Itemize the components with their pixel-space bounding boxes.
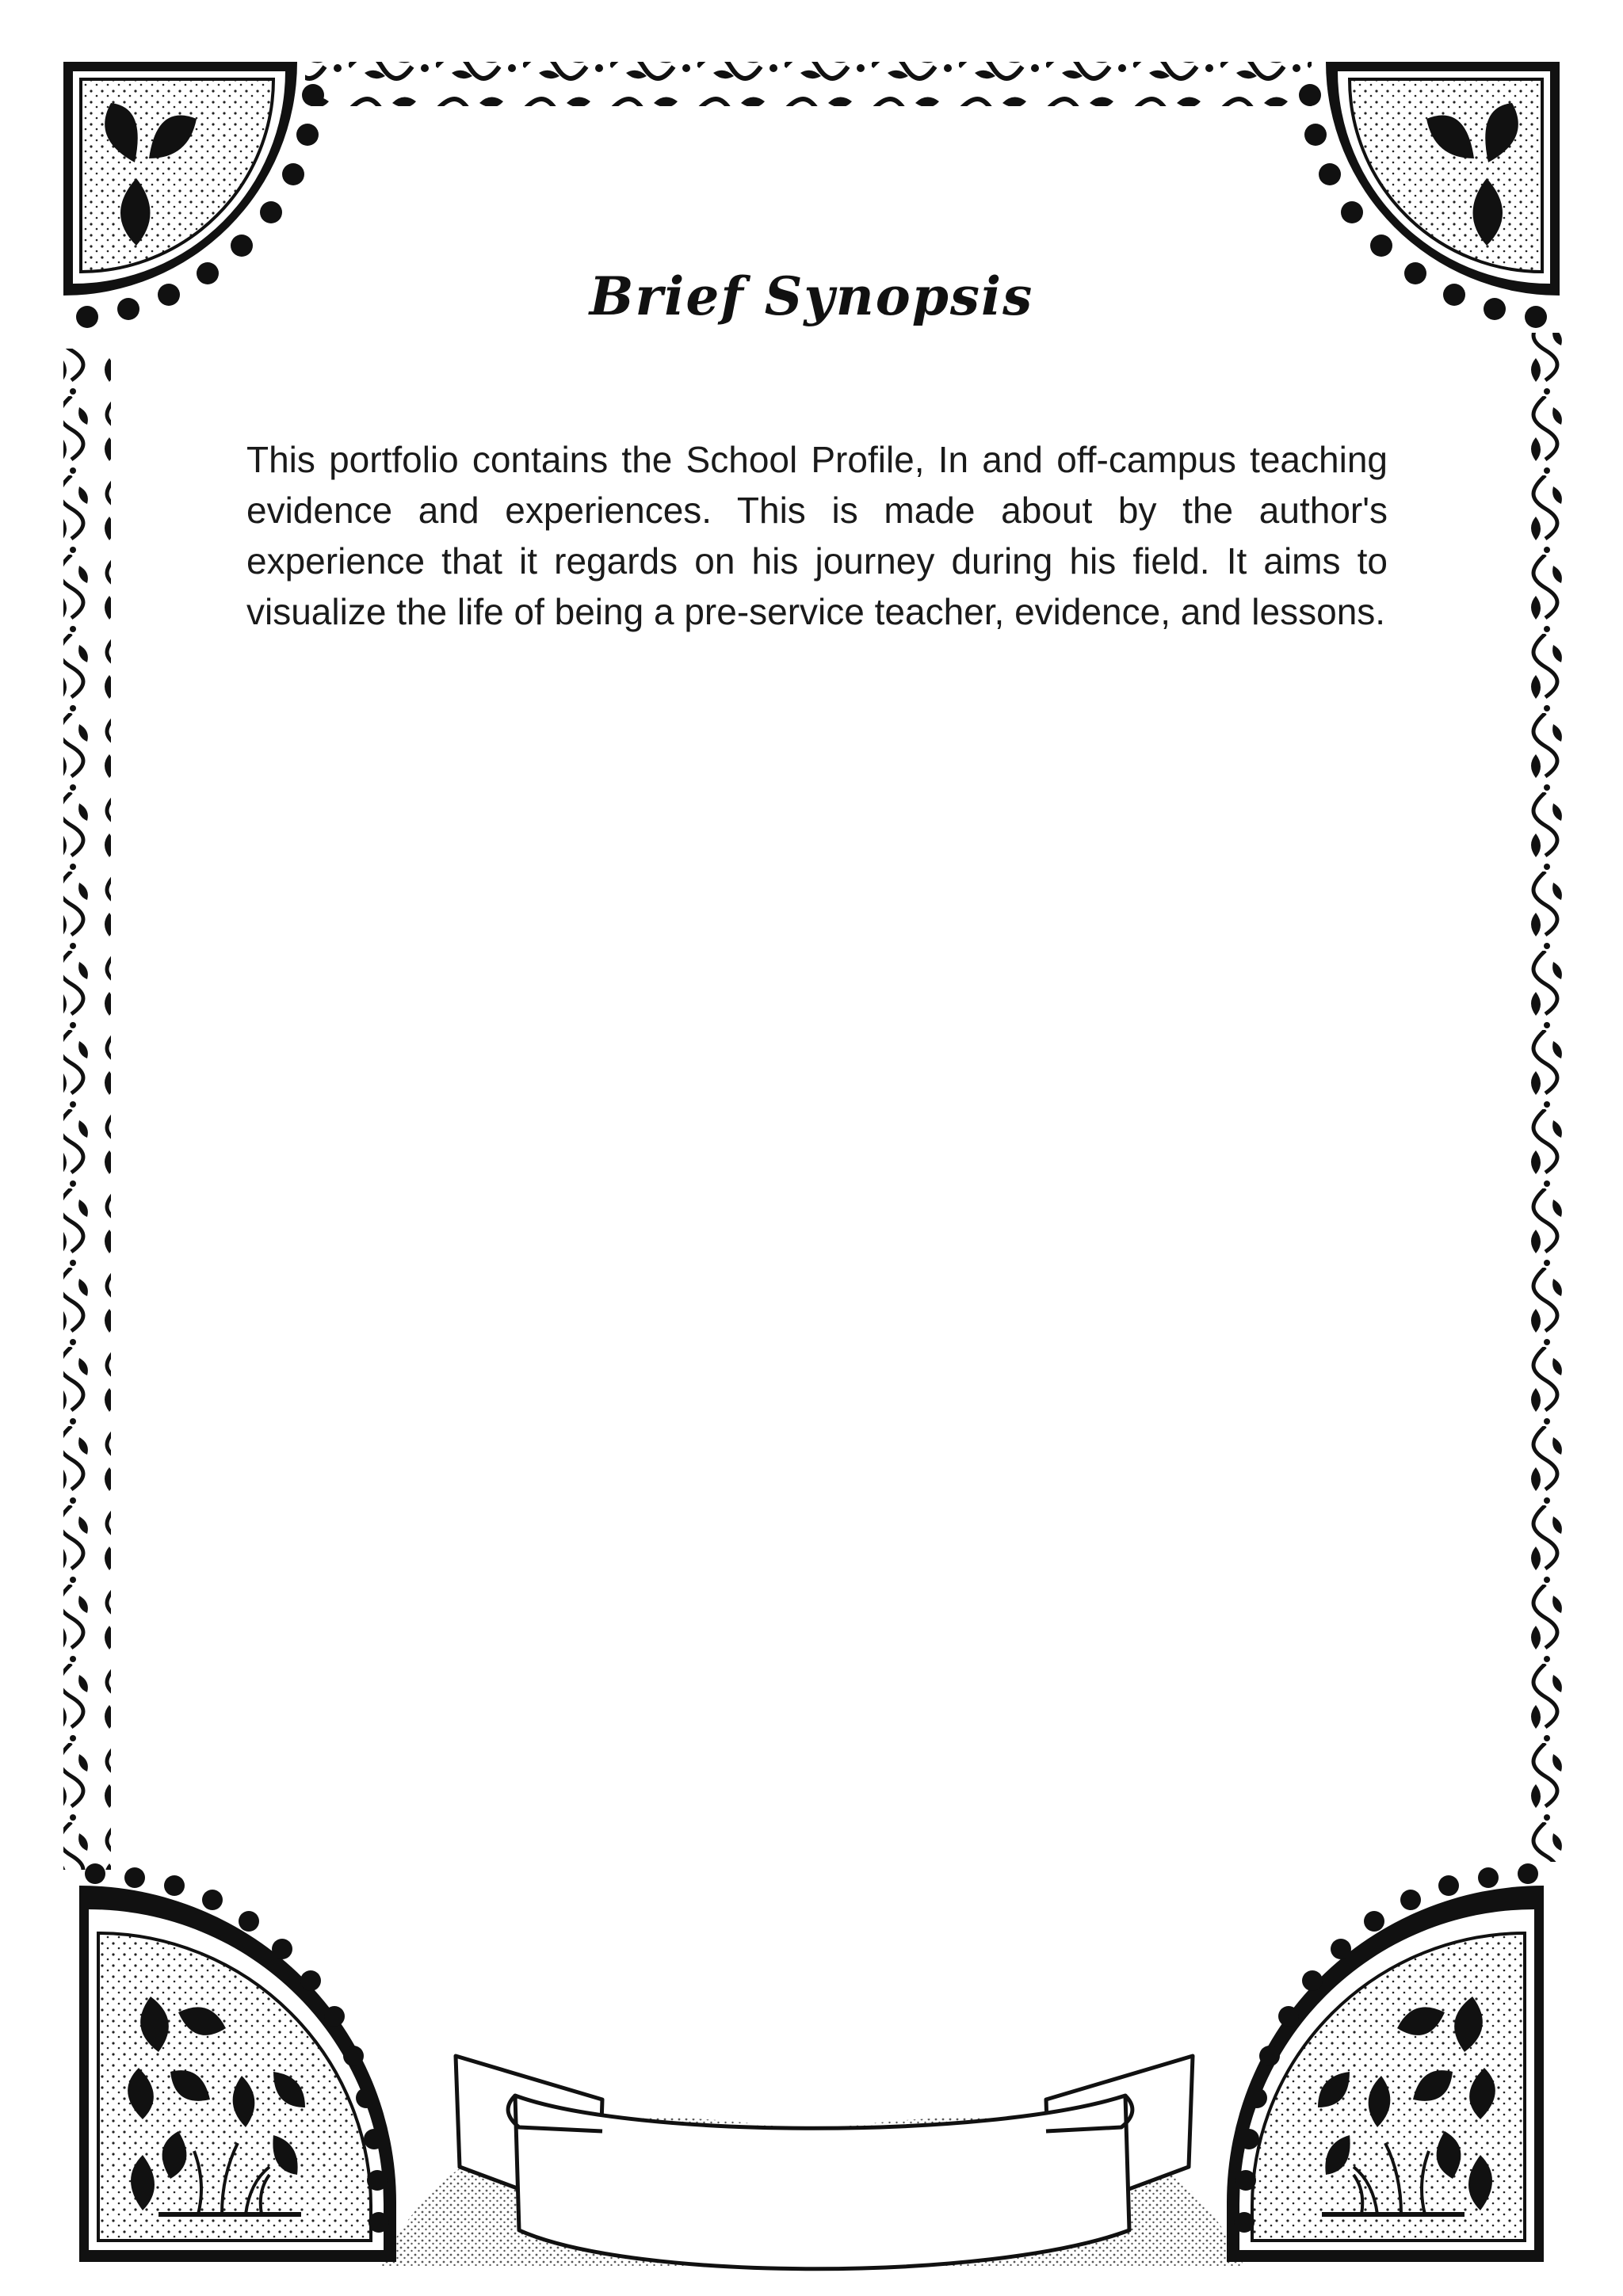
- bottom-left-corner: [79, 1863, 396, 2262]
- ribbon-banner: [456, 2056, 1193, 2269]
- right-vine-border: [1529, 333, 1577, 1862]
- left-vine-border: [63, 349, 111, 1870]
- page-title: Brief Synopsis: [589, 265, 1034, 327]
- top-vine-border: [305, 62, 1312, 106]
- bottom-right-corner: [1227, 1863, 1544, 2262]
- synopsis-paragraph: This portfolio contains the School Profile, In and off-campus teaching evidence and experiences. This is made about by the author's experience that it regards on his journey during his field. It aims to visualize the life of being a pre-service teacher, evidence, and lessons.: [246, 439, 1388, 632]
